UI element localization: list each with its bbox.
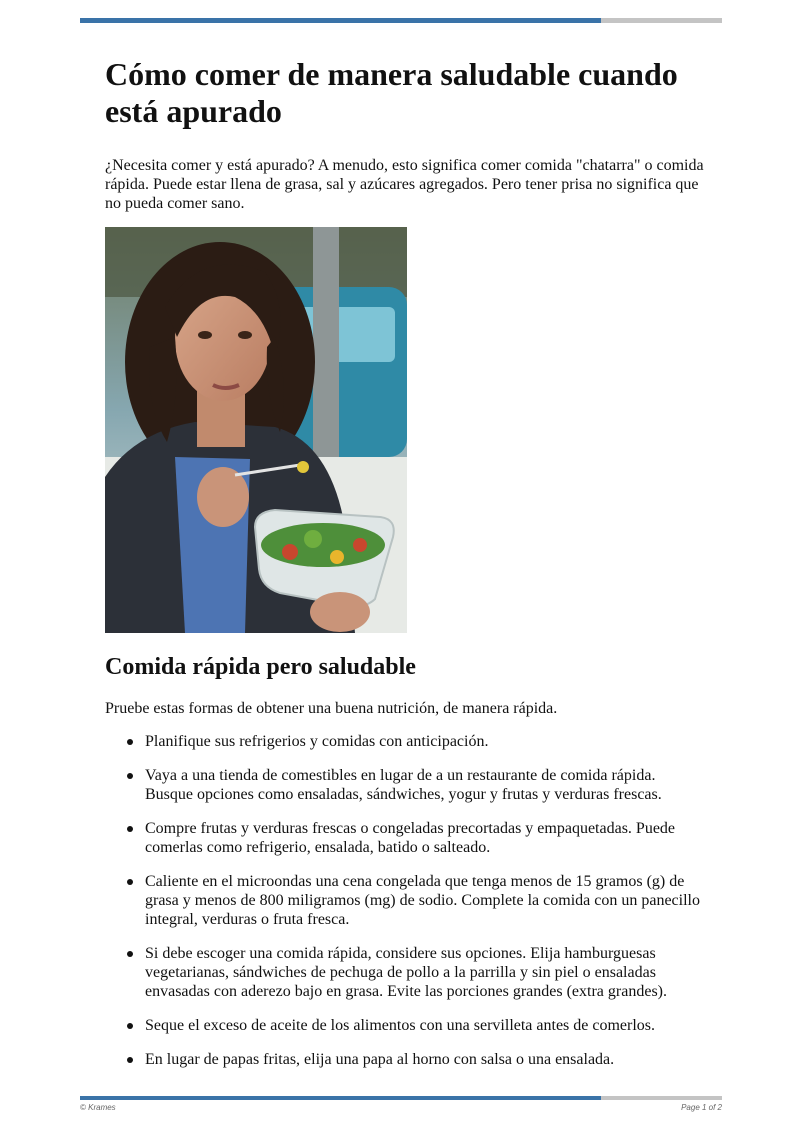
list-item xyxy=(105,944,705,1001)
page-title: Cómo comer de manera saludable cuando está apurado xyxy=(105,56,678,129)
document-body xyxy=(105,56,705,1084)
list-item-text: Compre frutas y verduras frescas o congeladas precortadas y empaquetadas. Puede comerlas como refrigerio, ensalada, batido o salteado. xyxy=(145,820,676,856)
list-item-text: Si debe escoger una comida rápida, considere sus opciones. Elija hamburguesas vegetarianas, sándwiches de pechuga de pollo a la parrilla y sin piel o ensaladas envasadas con aderezo bajo en grasa. Evite las porciones grandes (extra grandes). xyxy=(145,945,667,1000)
list-item xyxy=(105,766,705,804)
footer-copyright: © Krames xyxy=(80,1103,116,1112)
list-item-text: Planifique sus refrigerios y comidas con anticipación. xyxy=(145,733,489,750)
bottom-rule-grey xyxy=(601,1096,722,1100)
bullet-icon xyxy=(127,879,133,885)
list-item-text: En lugar de papas fritas, elija una papa al horno con salsa o una ensalada. xyxy=(145,1051,615,1068)
list-item-text: Vaya a una tienda de comestibles en lugar de a un restaurante de comida rápida. Busque opciones como ensaladas, sándwiches, yogur y frutas y verduras frescas. xyxy=(145,767,662,803)
top-rule xyxy=(80,18,722,23)
footer-page-number: Page 1 of 2 xyxy=(681,1103,722,1112)
bullet-icon xyxy=(127,951,133,957)
bullet-icon xyxy=(127,739,133,745)
section-lead: Pruebe estas formas de obtener una buena nutrición, de manera rápida. xyxy=(105,700,558,717)
tips-list xyxy=(105,732,705,1069)
bullet-icon xyxy=(127,826,133,832)
list-item xyxy=(105,872,705,929)
bottom-rule-accent xyxy=(80,1096,601,1100)
list-item-text: Seque el exceso de aceite de los alimentos con una servilleta antes de comerlos. xyxy=(145,1017,656,1034)
woman-eating-salad-photo xyxy=(105,227,407,633)
bullet-icon xyxy=(127,1023,133,1029)
top-rule-accent xyxy=(80,18,601,23)
intro-paragraph: ¿Necesita comer y está apurado? A menudo, esto significa comer comida "chatarra" o comida rápida. Puede estar llena de grasa, sal y azúcares agregados. Pero tener prisa no significa que no pueda comer sano. xyxy=(105,157,704,212)
bullet-icon xyxy=(127,1057,133,1063)
section-heading: Comida rápida pero saludable xyxy=(105,654,416,680)
list-item xyxy=(105,1050,705,1069)
list-item-text: Caliente en el microondas una cena congelada que tenga menos de 15 gramos (g) de grasa y menos de 800 miligramos (mg) de sodio. Complete la comida con un panecillo integral, verduras o fruta fresca. xyxy=(145,873,700,928)
list-item xyxy=(105,1016,705,1035)
list-item xyxy=(105,819,705,857)
top-rule-grey xyxy=(601,18,722,23)
bottom-rule xyxy=(80,1096,722,1100)
bullet-icon xyxy=(127,773,133,779)
list-item xyxy=(105,732,705,751)
